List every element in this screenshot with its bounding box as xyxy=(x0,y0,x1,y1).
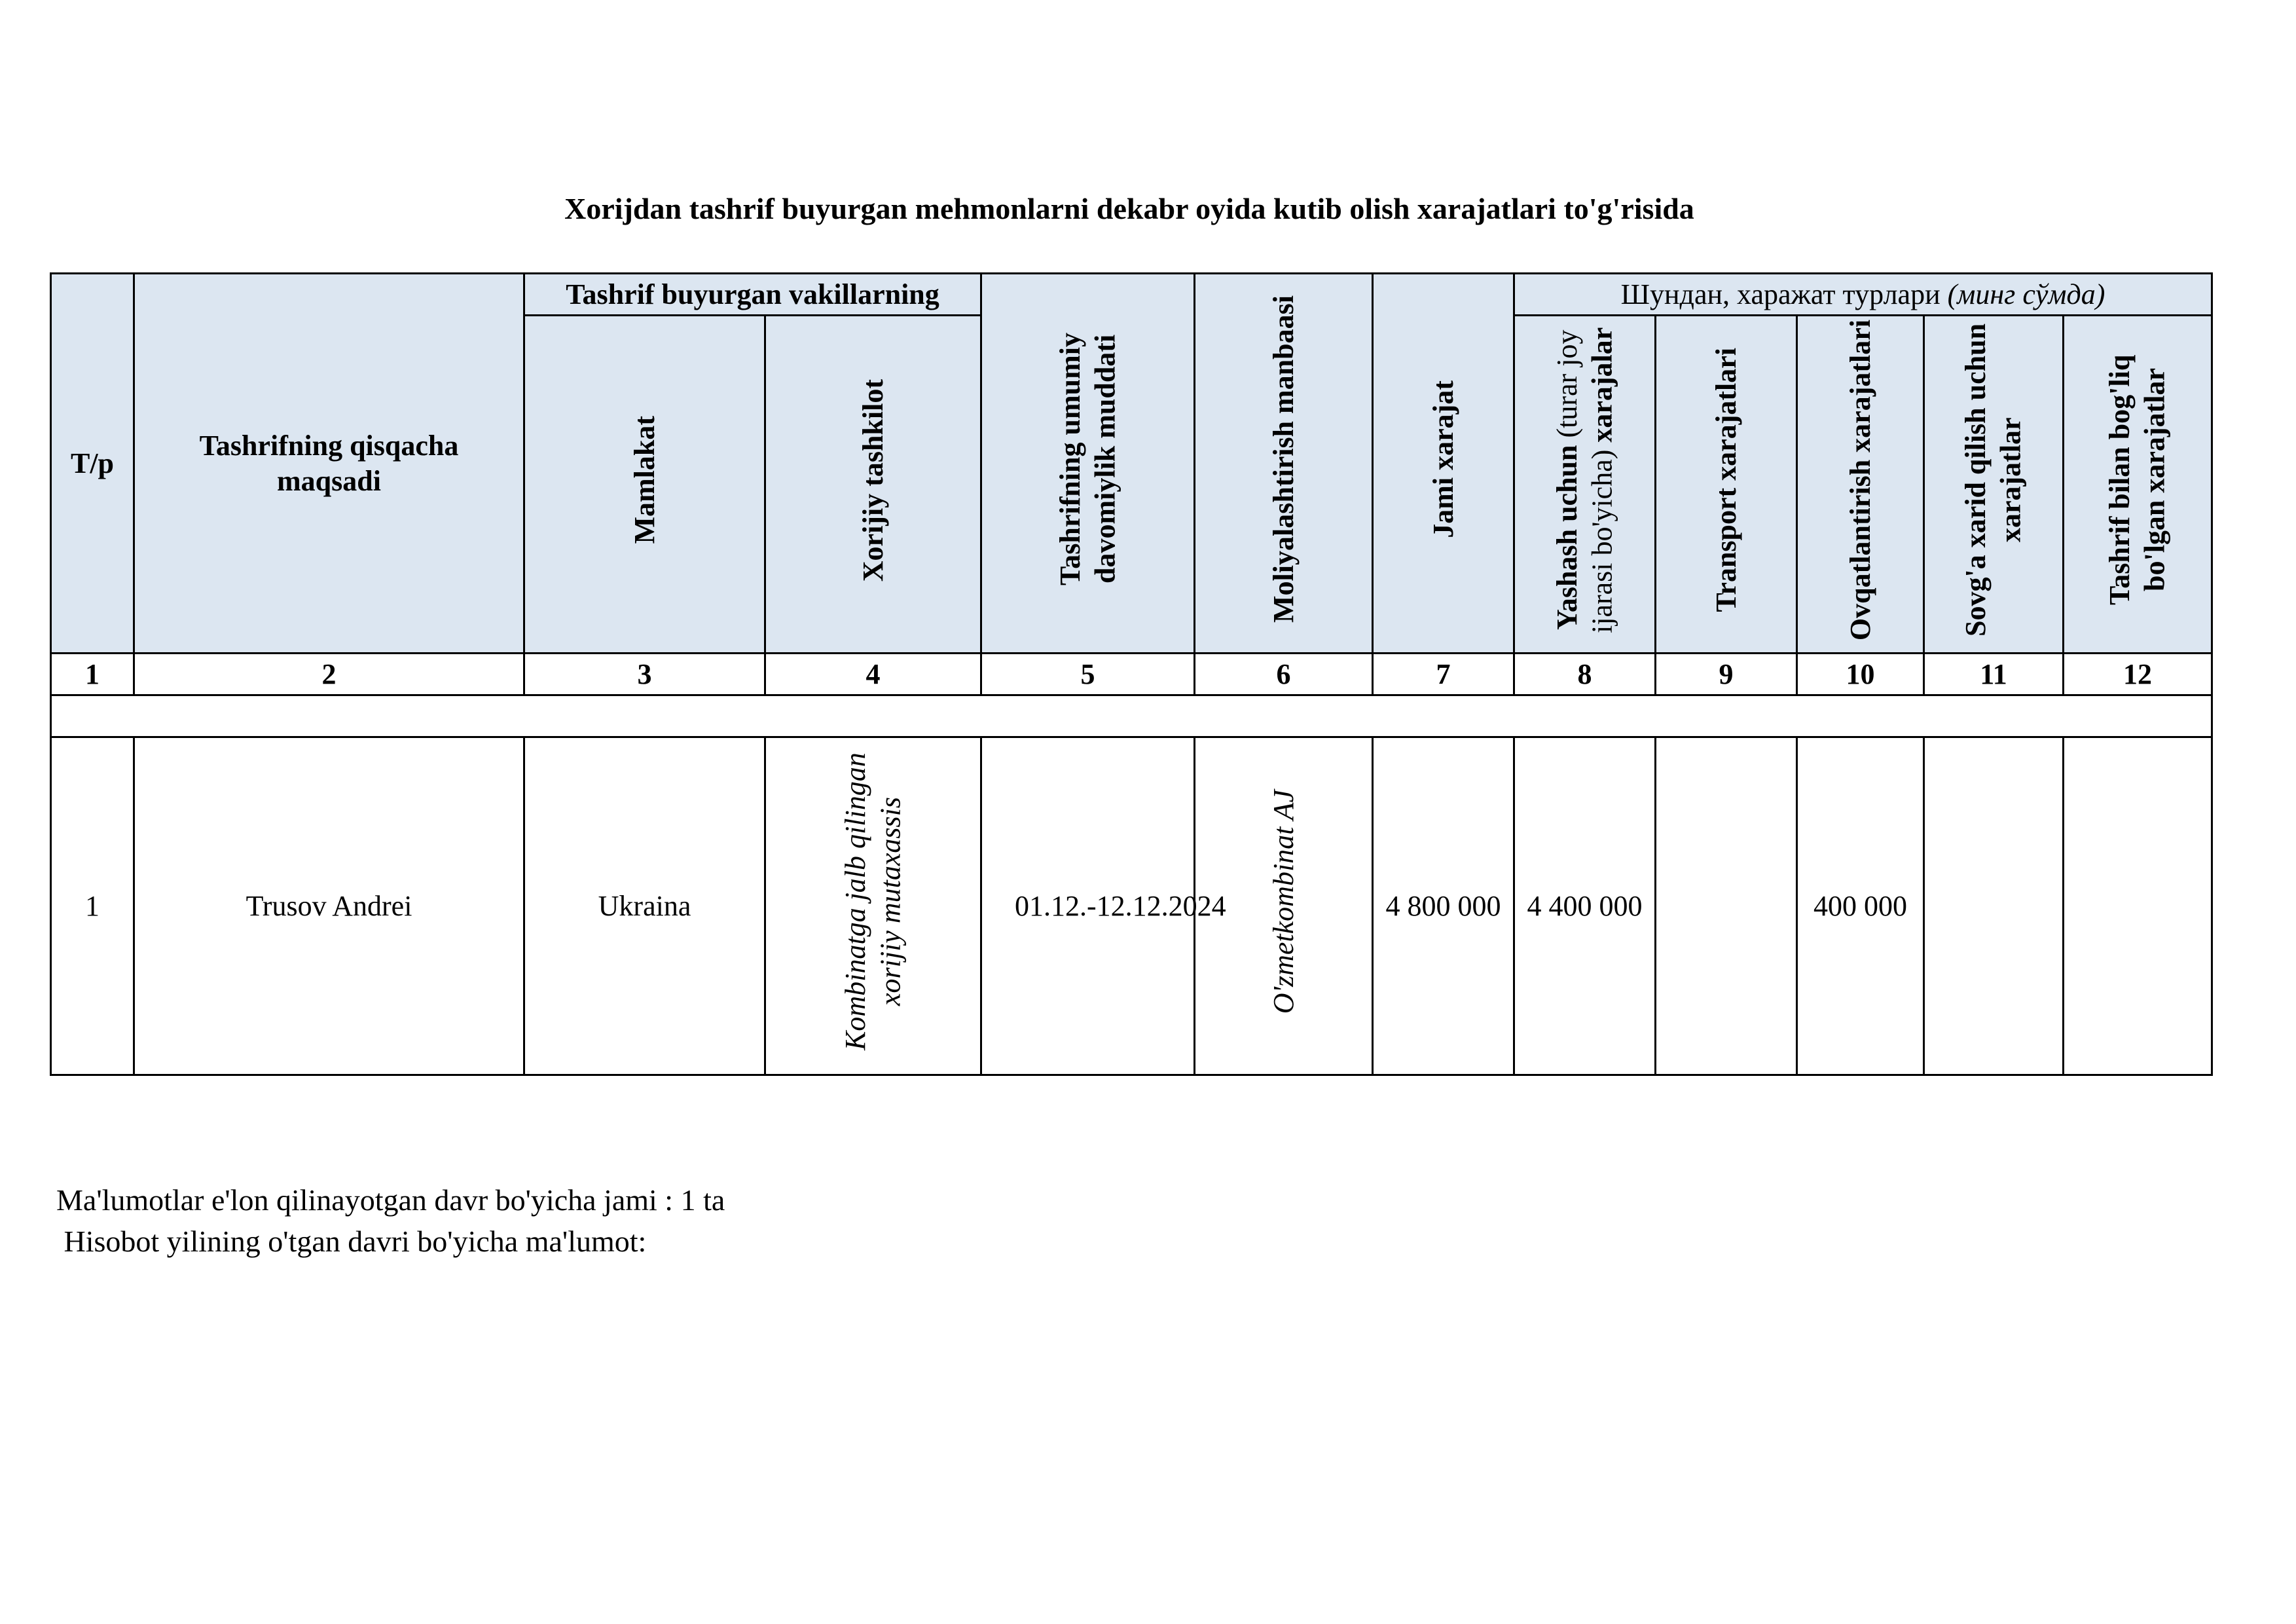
header-country xyxy=(524,316,765,654)
header-living xyxy=(1514,316,1656,654)
header-country-label: Mamlakat xyxy=(628,416,661,544)
header-living-normal: (turar joy ijarasi bo'yicha) xyxy=(1550,329,1618,633)
column-number: 12 xyxy=(2064,654,2212,695)
header-living-bold: Yashash uchun xyxy=(1550,437,1583,631)
header-funding-label: Moliyalashtirish manbaasi xyxy=(1267,295,1300,623)
header-foreign-org-label: Xorijiy tashkilot xyxy=(856,378,889,581)
header-catering-label: Ovqatlantirish xarajatlari xyxy=(1844,320,1876,641)
cell-foreign-org xyxy=(765,737,981,1075)
cell-catering: 400 000 xyxy=(1797,737,1924,1075)
cell-country: Ukraina xyxy=(524,737,765,1075)
column-number: 8 xyxy=(1514,654,1656,695)
cell-duration xyxy=(981,737,1226,1075)
cell-tp: 1 xyxy=(51,737,134,1075)
column-number: 11 xyxy=(1924,654,2064,695)
column-number: 6 xyxy=(1195,654,1373,695)
header-related xyxy=(2064,316,2212,654)
column-numbers-row xyxy=(51,654,2212,695)
cell-funding-text: O'zmetkombinat AJ xyxy=(1267,789,1300,1014)
cell-foreign-org-text: Kombinatga jalb qilingan xorijiy mutaxassis xyxy=(839,752,907,1051)
column-number: 3 xyxy=(524,654,765,695)
header-living-label xyxy=(1550,316,1620,644)
column-number: 2 xyxy=(134,654,524,695)
footer-previous-period-line: Hisobot yilining o'tgan davri bo'yicha ma'lumot: xyxy=(56,1225,647,1258)
column-number: 4 xyxy=(765,654,981,695)
column-number: 5 xyxy=(981,654,1195,695)
header-duration-label: Tashrifning umumiy davomiylik muddati xyxy=(1053,333,1121,586)
header-expense-unit: (минг сўмда) xyxy=(1947,278,2105,310)
header-purpose-label: Tashrifning qisqacha maqsadi xyxy=(199,429,459,497)
header-purpose xyxy=(134,274,524,654)
expenses-table xyxy=(50,272,2213,1076)
header-transport-label: Transport xarajatlari xyxy=(1709,348,1742,612)
header-expense-types xyxy=(1514,274,2212,316)
column-number: 1 xyxy=(51,654,134,695)
cell-gifts xyxy=(1924,737,2064,1075)
spacer-cell xyxy=(51,695,2212,737)
document-title: Xorijdan tashrif buyurgan mehmonlarni dekabr oyida kutib olish xarajatlari to'g'risida xyxy=(564,192,1694,225)
header-related-label: Tashrif bilan bog'liq bo'lgan xarajatlar xyxy=(2104,355,2172,606)
cell-total: 4 800 000 xyxy=(1373,737,1514,1075)
header-total xyxy=(1373,274,1514,654)
header-living-bold2: xarajalar xyxy=(1586,327,1618,450)
header-catering xyxy=(1797,316,1924,654)
column-number: 7 xyxy=(1373,654,1514,695)
spacer-row xyxy=(51,695,2212,737)
header-delegates-group: Tashrif buyurgan vakillarning xyxy=(524,274,981,316)
header-gifts xyxy=(1924,316,2064,654)
column-number: 9 xyxy=(1656,654,1797,695)
cell-purpose: Trusov Andrei xyxy=(134,737,524,1075)
cell-related xyxy=(2064,737,2212,1075)
header-transport xyxy=(1656,316,1797,654)
header-tp: T/p xyxy=(51,274,134,654)
cell-transport xyxy=(1656,737,1797,1075)
header-expense-types-label: Шундан, харажат турлари xyxy=(1620,278,1948,310)
header-total-label: Jami xarajat xyxy=(1427,380,1459,538)
table-row xyxy=(51,737,2212,1075)
header-duration xyxy=(981,274,1195,654)
header-funding xyxy=(1195,274,1373,654)
header-foreign-org xyxy=(765,316,981,654)
cell-living: 4 400 000 xyxy=(1514,737,1656,1075)
column-number: 10 xyxy=(1797,654,1924,695)
header-gifts-label: Sovg'a xarid qilish uchun xarajatlar xyxy=(1959,323,2027,637)
footer-total-line: Ma'lumotlar e'lon qilinayotgan davr bo'yicha jami : 1 ta xyxy=(56,1183,725,1217)
cell-duration-text: 01.12.-12.12.2024 xyxy=(1015,889,1226,922)
